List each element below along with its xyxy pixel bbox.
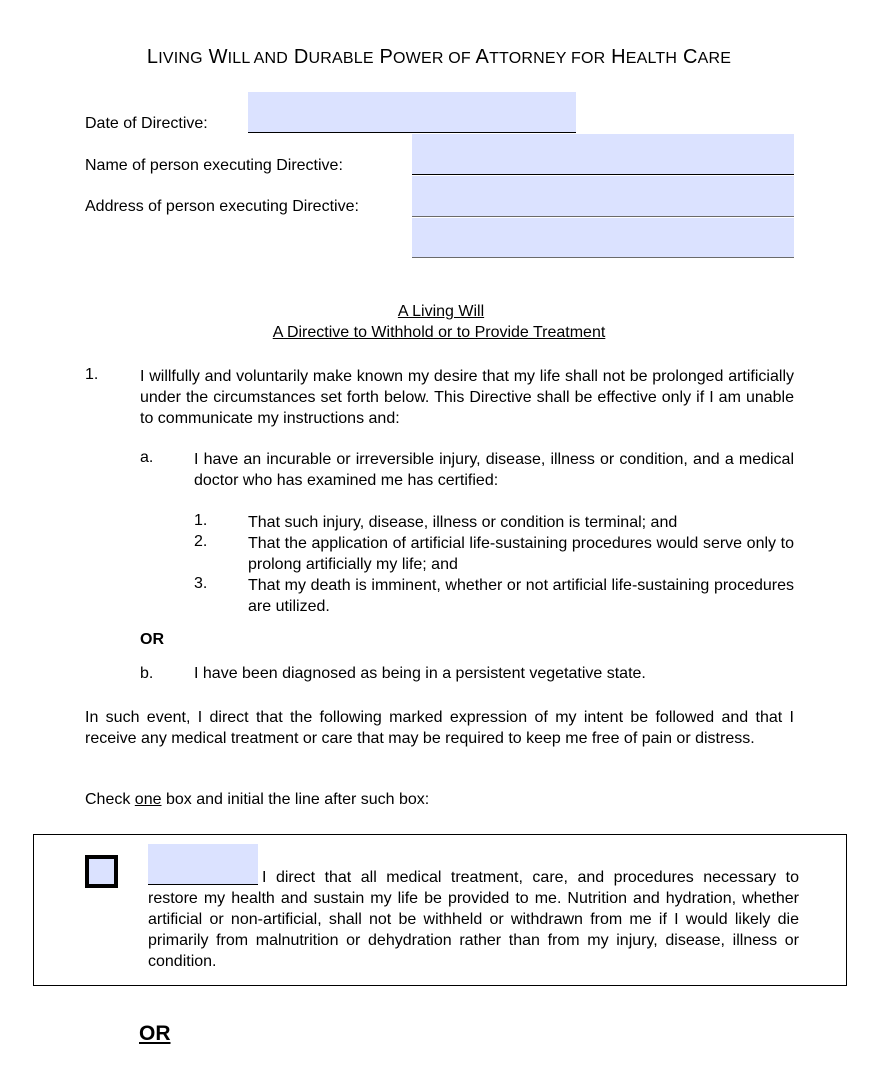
sub-3-num: 3. [194,575,208,592]
or-separator: OR [140,631,164,648]
item-a-label: a. [140,449,154,466]
address-field-line2[interactable] [412,218,794,258]
item-a-text: I have an incurable or irreversible injury, disease, illness or condition, and a medical doctor who has examined me has certified: [194,451,794,489]
name-field[interactable] [412,134,794,175]
or-bottom: OR [139,1022,171,1045]
option-1-checkbox[interactable] [85,855,118,888]
sub-2-text: That the application of artificial life-sustaining procedures would serve only to prolong artificially my life; and [248,535,794,573]
item-b-label: b. [140,665,154,682]
address-field-line1[interactable] [412,176,794,217]
date-field[interactable] [248,92,576,133]
sub-3-text: That my death is imminent, whether or not artificial life-sustaining procedures are utilized. [248,577,794,615]
check-instruction: Check one box and initial the line after such box: [85,791,430,808]
date-label: Date of Directive: [85,115,208,132]
section-1-text: I willfully and voluntarily make known my desire that my life shall not be prolonged artificially under the circumstances set forth below. This Directive shall be effective only if I am unable to communicate my instructions and: [140,368,794,427]
sub-1-num: 1. [194,512,208,529]
heading-living-will: A Living Will [397,303,485,320]
document-title: LIVING WILL AND DURABLE POWER OF ATTORNEY FOR HEALTH CARE [146,46,732,68]
event-paragraph: In such event, I direct that the following marked expression of my intent be followed and that I receive any medical treatment or care that may be required to keep me free of pain or distress. [85,709,794,747]
sub-2-num: 2. [194,533,208,550]
sub-1-text: That such injury, disease, illness or condition is terminal; and [248,514,678,531]
option-1-text: I direct that all medical treatment, care, and procedures necessary to restore my health and sustain my life be provided to me. Nutrition and hydration, whether artificial or non-artificial, shall not be withheld or withdrawn from me if I would likely die primarily from malnutrition or dehydration rather than from my injury, disease, illness or condition. [148,869,799,970]
address-label: Address of person executing Directive: [85,198,359,215]
item-b-text: I have been diagnosed as being in a persistent vegetative state. [194,665,646,682]
name-label: Name of person executing Directive: [85,157,343,174]
section-number: 1. [85,366,99,383]
heading-directive: A Directive to Withhold or to Provide Treatment [272,324,606,341]
